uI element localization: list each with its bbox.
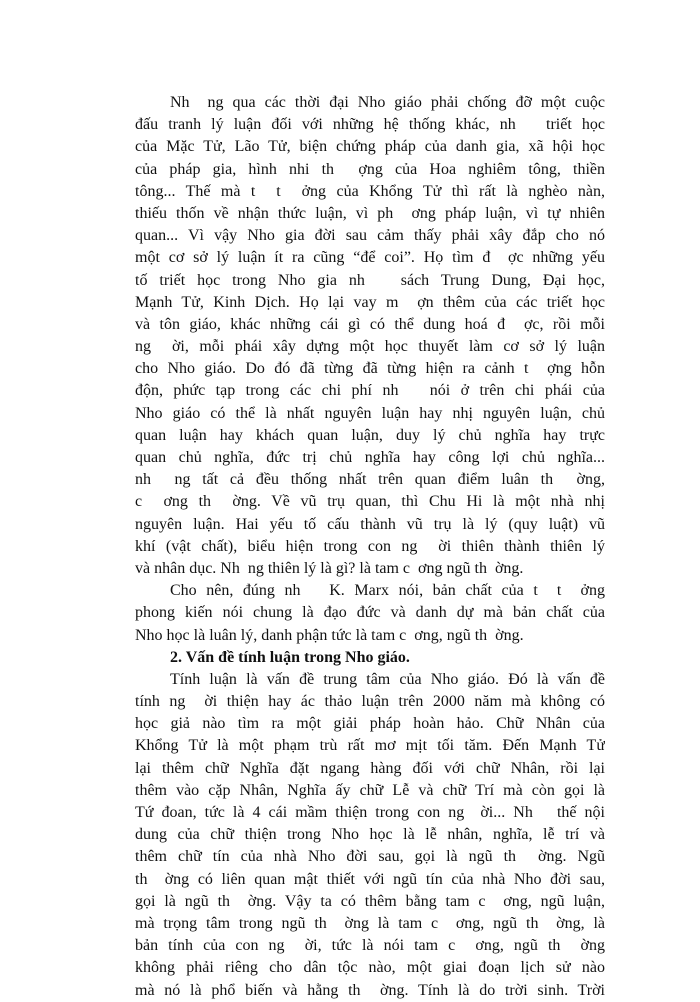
paragraph-line: phong kiến nói chung là đạo đức và danh dự mà bản chất của — [135, 604, 605, 622]
paragraph-line: mà trọng tâm trong ngũ th ờng là tam c ơng, ngũ th ờng, là — [135, 914, 605, 932]
paragraph-line: th ờng có liên quan mật thiết với ngũ tín của nhà Nho đời sau, — [135, 870, 605, 888]
paragraph-line: bản tính của con ng ời, tức là nói tam c ơng, ngũ th ờng — [135, 937, 605, 955]
paragraph-line: nh ng tất cả đều thống nhất trên quan điểm luân th ờng, — [135, 471, 605, 489]
paragraph-line: Tính luận là vấn đề trung tâm của Nho giáo. Đó là vấn đề — [170, 670, 605, 688]
paragraph-line: Nho giáo có thể là nhất nguyên luận hay nhị nguyên luận, chủ — [135, 404, 605, 422]
paragraph-line: Nho học là luân lý, danh phận tức là tam c ơng, ngũ th ờng. — [135, 626, 524, 644]
paragraph-line: ng ời, mỗi phái xây dựng một học thuyết làm cơ sở lý luận — [135, 338, 605, 356]
paragraph-line: độn, phức tạp trong các chi phí nh nói ở trên chi phái của — [135, 382, 605, 400]
paragraph-line: thêm chữ tín của nhà Nho đời sau, gọi là ngũ th ờng. Ngũ — [135, 848, 605, 866]
paragraph-line: đấu tranh lý luận đối với những hệ thống khác, nh triết học — [135, 116, 605, 134]
paragraph-line: học giả nào tìm ra một giải pháp hoàn hảo. Chữ Nhân của — [135, 715, 605, 733]
paragraph-line: Mạnh Tử, Kinh Dịch. Họ lại vay m ợn thêm của các triết học — [135, 293, 605, 311]
paragraph-line: Tứ đoan, tức là 4 cái mầm thiện trong con ng ời... Nh thế nội — [135, 804, 605, 821]
paragraph-line: tông... Thế mà t t ởng của Khổng Tử thì rất là nghèo nàn, — [135, 182, 605, 200]
paragraph-1 — [135, 92, 605, 580]
paragraph-line: một cơ sở lý luận ít ra cũng “để coi”. Họ tìm đ ợc những yếu — [135, 249, 605, 267]
paragraph-line: dung của chữ thiện trong Nho học là lễ nhân, nghĩa, lễ trí và — [135, 826, 605, 844]
paragraph-line: Nh ng qua các thời đại Nho giáo phải chống đỡ một cuộc — [170, 94, 605, 111]
paragraph-line: khí (vật chất), biểu hiện trong con ng ời thiên thành thiên lý — [135, 537, 605, 555]
body-text — [135, 92, 605, 1002]
paragraph-line: của Mặc Tử, Lão Tử, biện chứng pháp của danh gia, xã hội học — [135, 138, 605, 156]
paragraph-line: thiếu thốn về nhận thức luận, vì ph ơng pháp luận, vì tự nhiên — [135, 204, 605, 222]
paragraph-line: tố triết học trong Nho gia nh sách Trung Dung, Đại học, — [135, 271, 605, 289]
paragraph-line: mà nó là phổ biến và hằng th ờng. Tính là do trời sinh. Trời — [135, 981, 605, 999]
paragraph-line: không phải riêng cho dân tộc nào, một giai đoạn lịch sử nào — [135, 959, 605, 977]
paragraph-line: gọi là ngũ th ờng. Vậy ta có thêm bằng tam c ơng, ngũ luận, — [135, 892, 605, 910]
paragraph-3 — [135, 669, 605, 1002]
paragraph-2 — [135, 580, 605, 647]
paragraph-line: của pháp gia, hình nhi th ợng của Hoa nghiêm tông, thiền — [135, 160, 605, 178]
paragraph-line: lại thêm chữ Nghĩa đặt ngang hàng đối với chữ Nhân, rồi lại — [135, 759, 605, 777]
paragraph-line: quan... Vì vậy Nho gia đời sau cảm thấy phải xây đắp cho nó — [135, 227, 605, 245]
paragraph-line: quan luận hay khách quan luận, duy lý chủ nghĩa hay trực — [135, 426, 605, 444]
paragraph-line: thêm vào cặp Nhân, Nghĩa ấy chữ Lễ và chữ Trí mà còn gọi là — [135, 781, 605, 799]
paragraph-line: Cho nên, đúng nh K. Marx nói, bản chất của t t ởng — [170, 582, 605, 600]
paragraph-line: Khổng Tử là một phạm trù rất mơ mịt tối tăm. Đến Mạnh Tử — [135, 737, 605, 755]
paragraph-line: tính ng ời thiện hay ác thảo luận trên 2000 năm mà không có — [135, 693, 605, 711]
paragraph-line: và tôn giáo, khác những cái gì có thể dung hoá đ ợc, rồi mỗi — [135, 315, 605, 333]
paragraph-line: nguyên luận. Hai yếu tố cấu thành vũ trụ là lý (quy luật) vũ — [135, 515, 605, 533]
paragraph-line: và nhân dục. Nh ng thiên lý là gì? là tam c ơng ngũ th ờng. — [135, 559, 524, 577]
paragraph-line: c ơng th ờng. Về vũ trụ quan, thì Chu Hi là một nhà nhị — [135, 493, 605, 511]
paragraph-line: cho Nho giáo. Do đó đã từng đã từng hiện ra cảnh t ợng hỗn — [135, 360, 605, 378]
paragraph-line: quan chủ nghĩa, đức trị chủ nghĩa hay công lợi chủ nghĩa... — [135, 449, 605, 466]
section-heading: 2. Vấn đề tính luận trong Nho giáo. — [170, 648, 410, 666]
